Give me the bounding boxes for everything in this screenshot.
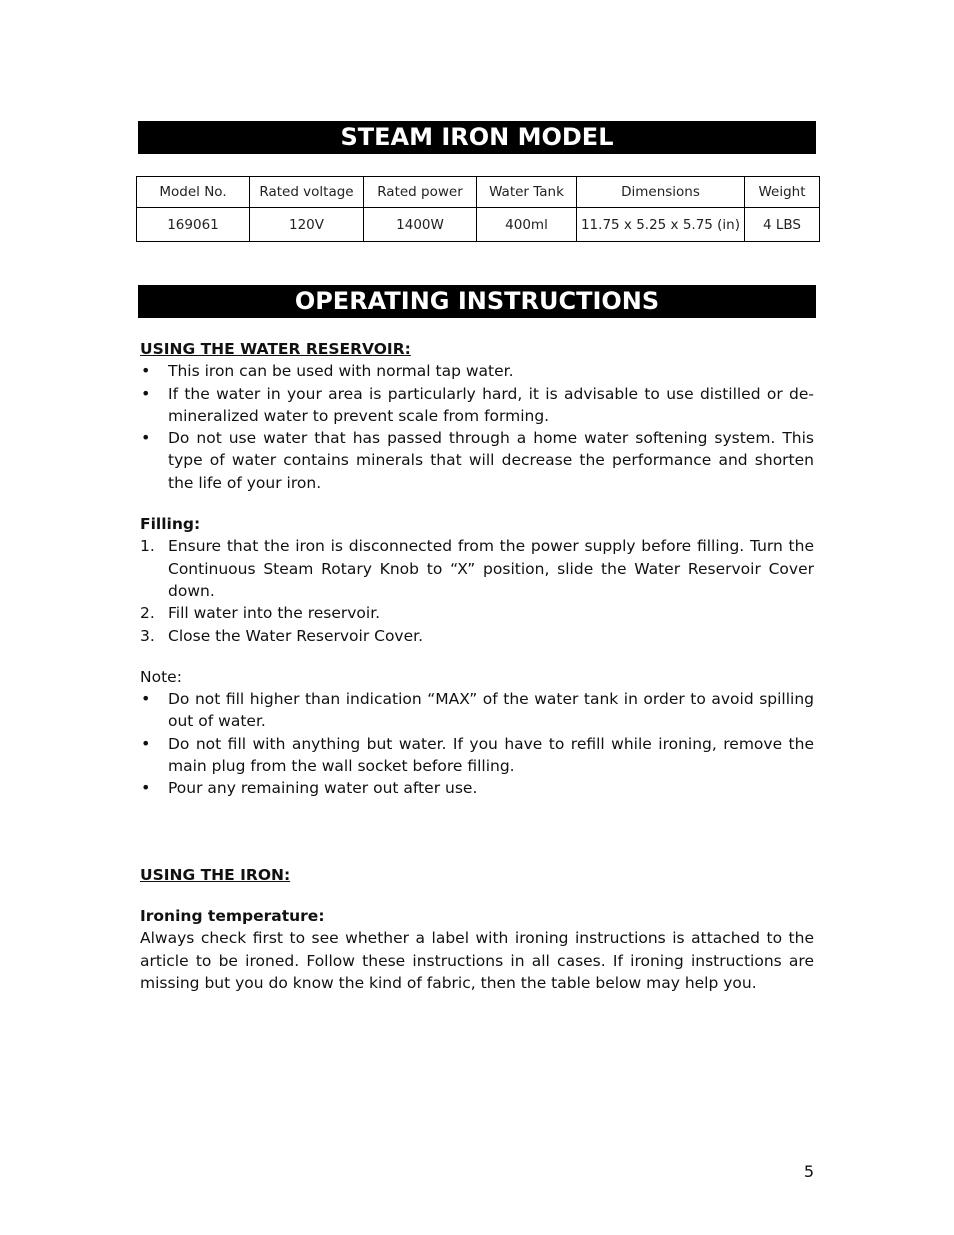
list-item: • This iron can be used with normal tap water. [140, 360, 814, 382]
spec-header-cell: Rated power [364, 177, 477, 208]
spec-header-cell: Water Tank [477, 177, 577, 208]
step-number: 1. [140, 537, 155, 556]
step-text: Close the Water Reservoir Cover. [168, 626, 424, 645]
spec-header-cell: Rated voltage [250, 177, 364, 208]
page-number: 5 [803, 1162, 814, 1181]
spec-header-cell: Weight [745, 177, 820, 208]
ironing-temperature-text: Always check first to see whether a label with ironing instructions is attached to the article to be ironed. Follow these instructions in all cases. If ironing instructions are missing but you do know the kind of fabric, then the table below may help you. [140, 929, 814, 992]
note-heading: Note: [140, 667, 182, 686]
spec-value-cell: 400ml [477, 208, 577, 242]
list-item [140, 602, 814, 624]
list-item: • Do not fill higher than indication “MAX” of the water tank in order to avoid spilling out of water. [140, 688, 814, 733]
spec-value-cell: 11.75 x 5.25 x 5.75 (in) [577, 208, 745, 242]
step-number: 2. [140, 604, 155, 623]
using-iron-heading: USING THE IRON: [140, 865, 291, 884]
step-text: Fill water into the reservoir. [168, 604, 381, 623]
operating-instructions-banner: OPERATING INSTRUCTIONS [138, 285, 816, 318]
list-item [140, 625, 814, 647]
list-item: • Pour any remaining water out after use. [140, 777, 814, 799]
list-item: • Do not fill with anything but water. If you have to refill while ironing, remove the main plug from the wall socket before filling. [140, 733, 814, 778]
spec-table-header-row [137, 177, 820, 208]
step-text: Ensure that the iron is disconnected from the power supply before filling. Turn the Continuous Steam Rotary Knob to “X” position, slide the Water Reservoir Cover down. [168, 537, 814, 600]
spec-table [136, 176, 820, 242]
filling-steps [140, 535, 814, 646]
spec-value-cell: 120V [250, 208, 364, 242]
instructions-body [140, 338, 814, 994]
spec-header-cell: Dimensions [577, 177, 745, 208]
spec-table-value-row [137, 208, 820, 242]
list-item [140, 535, 814, 602]
spec-value-cell: 1400W [364, 208, 477, 242]
reservoir-list [140, 360, 814, 494]
ironing-temperature-heading: Ironing temperature: [140, 906, 325, 925]
spec-value-cell: 169061 [137, 208, 250, 242]
list-item: • Do not use water that has passed through a home water softening system. This type of water contains minerals that will decrease the performance and shorten the life of your iron. [140, 427, 814, 494]
list-item: • If the water in your area is particularly hard, it is advisable to use distilled or de-mineralized water to prevent scale from forming. [140, 383, 814, 428]
note-list [140, 688, 814, 799]
reservoir-heading: USING THE WATER RESERVOIR: [140, 340, 411, 358]
steam-iron-model-banner: STEAM IRON MODEL [138, 121, 816, 154]
spec-header-cell: Model No. [137, 177, 250, 208]
step-number: 3. [140, 626, 155, 645]
filling-heading: Filling: [140, 515, 201, 534]
spec-value-cell: 4 LBS [745, 208, 820, 242]
